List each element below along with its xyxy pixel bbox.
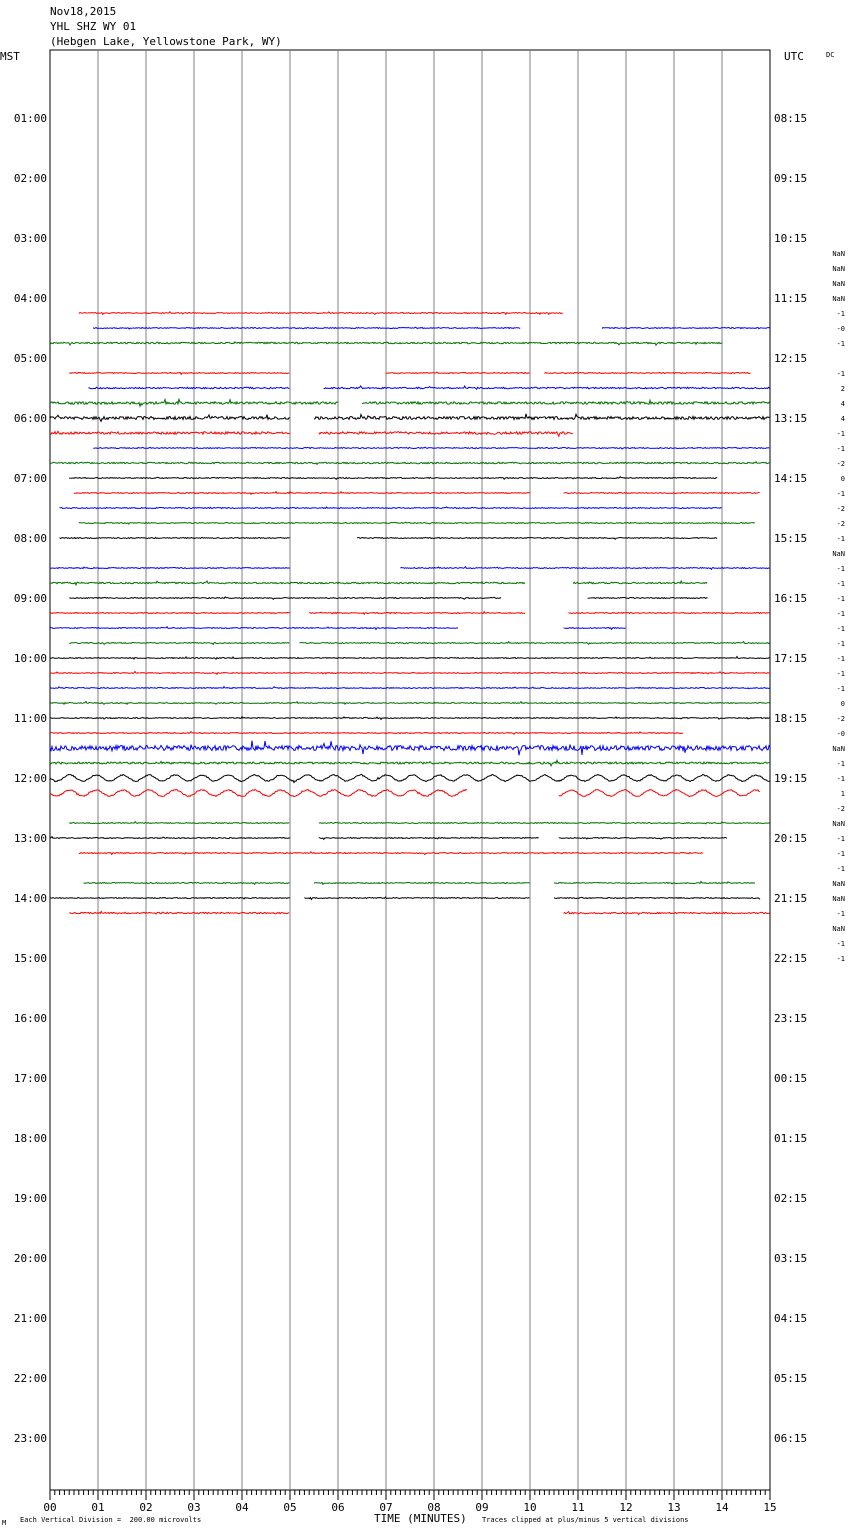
- footer-scale-note: Each Vertical Division = 200.00 microvolts: [20, 1516, 202, 1524]
- seismic-trace: [324, 386, 770, 389]
- row-value-label: -1: [836, 955, 845, 963]
- x-tick-label: 15: [763, 1501, 777, 1514]
- row-value-label: -1: [836, 775, 845, 783]
- date-label: Nov18,2015: [50, 5, 117, 18]
- x-tick-label: 04: [235, 1501, 249, 1514]
- seismic-trace: [50, 657, 770, 660]
- x-tick-label: 01: [91, 1501, 105, 1514]
- x-tick-label: 12: [619, 1501, 633, 1514]
- x-tick-label: 05: [283, 1501, 297, 1514]
- x-tick-label: 09: [475, 1501, 489, 1514]
- row-value-label: 2: [840, 385, 845, 393]
- row-value-label: -0: [836, 730, 845, 738]
- seismic-trace: [50, 717, 770, 720]
- x-tick-label: 06: [331, 1501, 345, 1514]
- row-value-label: NaN: [832, 820, 845, 828]
- row-value-label: -1: [836, 580, 845, 588]
- seismic-trace: [554, 882, 755, 885]
- seismic-trace: [50, 687, 770, 689]
- right-hour-label: 21:15: [774, 892, 808, 905]
- left-hour-label: 02:00: [13, 172, 47, 185]
- right-hour-label: 01:15: [774, 1132, 808, 1145]
- left-hour-label: 17:00: [13, 1072, 47, 1085]
- row-value-label: NaN: [832, 925, 845, 933]
- row-value-label: -2: [836, 715, 845, 723]
- left-hour-label: 21:00: [13, 1312, 47, 1325]
- left-hour-label: 16:00: [13, 1012, 47, 1025]
- seismic-trace: [564, 912, 770, 915]
- seismic-trace: [564, 628, 626, 630]
- row-value-label: NaN: [832, 550, 845, 558]
- left-hour-label: 11:00: [13, 712, 47, 725]
- seismic-trace: [573, 581, 707, 584]
- left-hour-label: 07:00: [13, 472, 47, 485]
- seismic-trace: [50, 760, 770, 766]
- right-hour-label: 18:15: [774, 712, 808, 725]
- x-tick-label: 10: [523, 1501, 537, 1514]
- row-value-label: 4: [840, 415, 845, 423]
- row-value-label: NaN: [832, 895, 845, 903]
- right-hour-label: 17:15: [774, 652, 808, 665]
- left-hour-label: 10:00: [13, 652, 47, 665]
- seismic-trace: [79, 852, 703, 855]
- seismic-trace: [554, 897, 760, 899]
- right-hour-label: 10:15: [774, 232, 808, 245]
- left-hour-label: 13:00: [13, 832, 47, 845]
- seismic-trace: [559, 790, 760, 797]
- seismic-trace: [74, 492, 530, 495]
- x-tick-label: 14: [715, 1501, 729, 1514]
- left-hour-label: 22:00: [13, 1372, 47, 1385]
- right-hour-label: 12:15: [774, 352, 808, 365]
- seismic-trace: [69, 911, 289, 914]
- row-value-label: -2: [836, 505, 845, 513]
- right-hour-label: 05:15: [774, 1372, 808, 1385]
- left-hour-label: 18:00: [13, 1132, 47, 1145]
- right-hour-label: 22:15: [774, 952, 808, 965]
- right-hour-label: 11:15: [774, 292, 808, 305]
- row-value-label: -1: [836, 535, 845, 543]
- row-value-label: -1: [836, 640, 845, 648]
- left-hour-label: 01:00: [13, 112, 47, 125]
- footer-clip-note: Traces clipped at plus/minus 5 vertical divisions: [482, 1516, 689, 1524]
- left-hour-label: 09:00: [13, 592, 47, 605]
- seismic-trace: [386, 372, 530, 373]
- seismic-trace: [50, 741, 770, 756]
- seismic-trace: [50, 431, 290, 434]
- seismic-trace: [319, 432, 573, 437]
- seismic-trace: [50, 837, 290, 839]
- plot-frame: [50, 50, 770, 1490]
- row-value-label: -0: [836, 325, 845, 333]
- right-hour-label: 19:15: [774, 772, 808, 785]
- row-value-label: -1: [836, 490, 845, 498]
- row-value-label: -1: [836, 445, 845, 453]
- seismic-trace: [602, 328, 770, 329]
- seismic-trace: [50, 774, 770, 782]
- row-value-label: -1: [836, 625, 845, 633]
- row-value-label: -1: [836, 940, 845, 948]
- seismic-trace: [314, 883, 530, 885]
- row-value-label: -2: [836, 460, 845, 468]
- seismic-trace: [50, 415, 290, 422]
- seismic-trace: [309, 612, 525, 615]
- left-hour-label: 05:00: [13, 352, 47, 365]
- seismic-trace: [588, 598, 708, 599]
- seismic-trace: [88, 387, 289, 388]
- seismic-trace: [50, 462, 770, 465]
- left-hour-label: 03:00: [13, 232, 47, 245]
- row-value-label: NaN: [832, 295, 845, 303]
- right-hour-label: 04:15: [774, 1312, 808, 1325]
- seismic-trace: [400, 567, 769, 570]
- seismic-trace: [50, 732, 683, 735]
- left-hour-label: 15:00: [13, 952, 47, 965]
- row-value-label: NaN: [832, 880, 845, 888]
- seismic-trace: [50, 672, 770, 675]
- seismic-trace: [300, 642, 770, 645]
- x-tick-label: 11: [571, 1501, 585, 1514]
- seismic-trace: [69, 643, 289, 645]
- seismic-trace: [50, 627, 458, 630]
- seismic-trace: [568, 613, 769, 614]
- right-hour-label: 16:15: [774, 592, 808, 605]
- seismic-trace: [564, 492, 760, 493]
- row-value-label: -1: [836, 370, 845, 378]
- seismic-trace: [362, 400, 770, 404]
- left-hour-label: 20:00: [13, 1252, 47, 1265]
- row-value-label: -2: [836, 805, 845, 813]
- row-value-label: NaN: [832, 745, 845, 753]
- right-hour-label: 03:15: [774, 1252, 808, 1265]
- row-value-label: 4: [840, 400, 845, 408]
- seismic-trace: [544, 373, 750, 374]
- left-hour-label: 23:00: [13, 1432, 47, 1445]
- row-value-label: 1: [840, 790, 845, 798]
- seismic-trace: [50, 567, 290, 568]
- left-hour-label: 04:00: [13, 292, 47, 305]
- right-hour-label: 02:15: [774, 1192, 808, 1205]
- x-tick-label: 02: [139, 1501, 153, 1514]
- seismic-trace: [93, 327, 520, 329]
- left-hour-label: 06:00: [13, 412, 47, 425]
- left-hour-label: 14:00: [13, 892, 47, 905]
- right-axis-title: UTC: [784, 50, 804, 63]
- row-value-label: -1: [836, 340, 845, 348]
- corner-note: DC: [826, 51, 835, 59]
- row-value-label: -1: [836, 310, 845, 318]
- seismic-trace: [50, 702, 770, 705]
- row-value-label: -1: [836, 850, 845, 858]
- seismic-trace: [50, 613, 290, 614]
- seismic-trace: [93, 447, 769, 449]
- row-value-label: NaN: [832, 280, 845, 288]
- row-value-label: -1: [836, 910, 845, 918]
- row-value-label: -1: [836, 430, 845, 438]
- right-hour-label: 06:15: [774, 1432, 808, 1445]
- seismic-trace: [319, 837, 539, 839]
- seismic-trace: [314, 414, 770, 420]
- row-value-label: -2: [836, 520, 845, 528]
- x-tick-label: 08: [427, 1501, 441, 1514]
- left-axis-title: MST: [0, 50, 20, 63]
- right-hour-label: 13:15: [774, 412, 808, 425]
- seismic-trace: [69, 597, 501, 599]
- x-tick-label: 03: [187, 1501, 201, 1514]
- seismic-trace: [559, 838, 727, 840]
- row-value-label: 0: [840, 700, 845, 708]
- row-value-label: -1: [836, 685, 845, 693]
- location-label: (Hebgen Lake, Yellowstone Park, WY): [50, 35, 282, 48]
- seismic-trace: [60, 538, 290, 539]
- left-hour-label: 19:00: [13, 1192, 47, 1205]
- seismic-trace: [79, 522, 755, 524]
- seismic-trace: [69, 477, 717, 480]
- right-hour-label: 14:15: [774, 472, 808, 485]
- row-value-label: -1: [836, 565, 845, 573]
- seismic-trace: [84, 883, 290, 885]
- seismic-trace: [79, 312, 563, 315]
- seismic-trace: [69, 822, 289, 824]
- row-value-label: -1: [836, 595, 845, 603]
- row-value-label: -1: [836, 610, 845, 618]
- footer-mark: M: [2, 1519, 7, 1527]
- x-axis-label: TIME (MINUTES): [374, 1512, 467, 1525]
- row-value-label: -1: [836, 865, 845, 873]
- seismic-trace: [357, 537, 717, 539]
- seismic-trace: [69, 373, 289, 375]
- row-value-label: -1: [836, 835, 845, 843]
- x-tick-label: 00: [43, 1501, 57, 1514]
- row-value-label: NaN: [832, 265, 845, 273]
- row-value-label: -1: [836, 655, 845, 663]
- right-hour-label: 20:15: [774, 832, 808, 845]
- right-hour-label: 09:15: [774, 172, 808, 185]
- row-value-label: -1: [836, 760, 845, 768]
- seismic-trace: [50, 790, 467, 797]
- left-hour-label: 08:00: [13, 532, 47, 545]
- seismic-trace: [60, 507, 722, 509]
- right-hour-label: 00:15: [774, 1072, 808, 1085]
- x-tick-label: 07: [379, 1501, 393, 1514]
- seismic-trace: [50, 581, 525, 585]
- seismic-trace: [50, 898, 290, 900]
- left-hour-label: 12:00: [13, 772, 47, 785]
- station-label: YHL SHZ WY 01: [50, 20, 137, 33]
- right-hour-label: 15:15: [774, 532, 808, 545]
- row-value-label: -1: [836, 670, 845, 678]
- row-value-label: 0: [840, 475, 845, 483]
- row-value-label: NaN: [832, 250, 845, 258]
- right-hour-label: 23:15: [774, 1012, 808, 1025]
- x-tick-label: 13: [667, 1501, 681, 1514]
- right-hour-label: 08:15: [774, 112, 808, 125]
